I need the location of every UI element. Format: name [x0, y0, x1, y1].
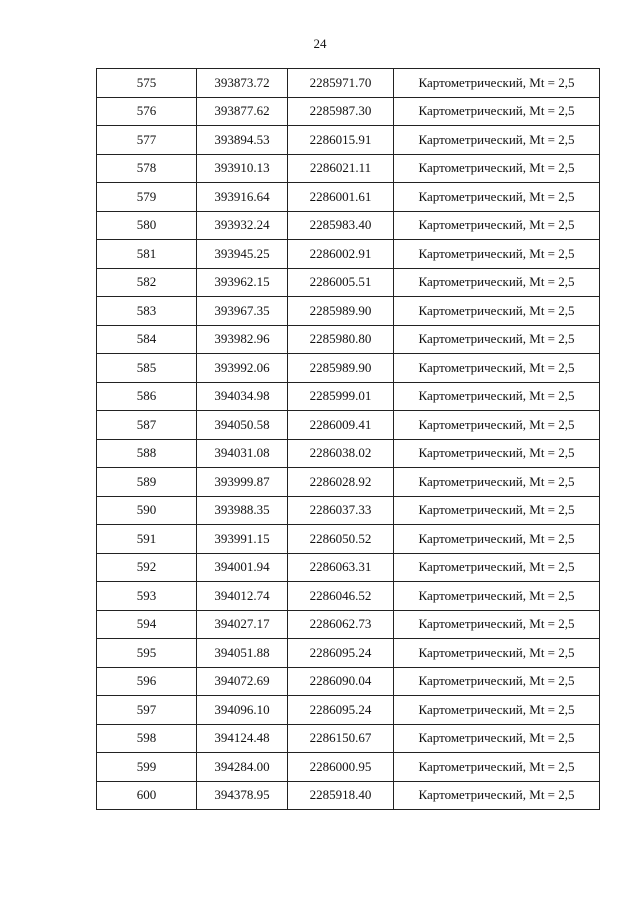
y-coordinate-cell: 2286150.67	[288, 724, 394, 753]
point-number-cell: 588	[97, 439, 197, 468]
x-coordinate-cell: 393894.53	[197, 126, 288, 155]
table-row	[97, 211, 600, 240]
x-coordinate-cell: 394001.94	[197, 553, 288, 582]
x-coordinate-cell: 393992.06	[197, 354, 288, 383]
table-row	[97, 154, 600, 183]
y-coordinate-cell: 2286005.51	[288, 268, 394, 297]
y-coordinate-cell: 2286050.52	[288, 525, 394, 554]
point-number-cell: 582	[97, 268, 197, 297]
method-cell: Картометрический, Mt = 2,5	[394, 610, 600, 639]
table-row	[97, 411, 600, 440]
x-coordinate-cell: 394034.98	[197, 382, 288, 411]
y-coordinate-cell: 2286021.11	[288, 154, 394, 183]
table-row	[97, 240, 600, 269]
y-coordinate-cell: 2285980.80	[288, 325, 394, 354]
point-number-cell: 594	[97, 610, 197, 639]
point-number-cell: 596	[97, 667, 197, 696]
point-number-cell: 599	[97, 753, 197, 782]
x-coordinate-cell: 393967.35	[197, 297, 288, 326]
table-row	[97, 97, 600, 126]
method-cell: Картометрический, Mt = 2,5	[394, 724, 600, 753]
table-row	[97, 753, 600, 782]
y-coordinate-cell: 2286002.91	[288, 240, 394, 269]
y-coordinate-cell: 2286001.61	[288, 183, 394, 212]
point-number-cell: 580	[97, 211, 197, 240]
table-row	[97, 610, 600, 639]
point-number-cell: 579	[97, 183, 197, 212]
y-coordinate-cell: 2286095.24	[288, 639, 394, 668]
x-coordinate-cell: 394027.17	[197, 610, 288, 639]
x-coordinate-cell: 393910.13	[197, 154, 288, 183]
x-coordinate-cell: 393945.25	[197, 240, 288, 269]
table-row	[97, 639, 600, 668]
x-coordinate-cell: 394378.95	[197, 781, 288, 810]
point-number-cell: 586	[97, 382, 197, 411]
y-coordinate-cell: 2286090.04	[288, 667, 394, 696]
method-cell: Картометрический, Mt = 2,5	[394, 240, 600, 269]
y-coordinate-cell: 2285987.30	[288, 97, 394, 126]
point-number-cell: 581	[97, 240, 197, 269]
y-coordinate-cell: 2286095.24	[288, 696, 394, 725]
y-coordinate-cell: 2286000.95	[288, 753, 394, 782]
x-coordinate-cell: 394012.74	[197, 582, 288, 611]
method-cell: Картометрический, Mt = 2,5	[394, 411, 600, 440]
method-cell: Картометрический, Mt = 2,5	[394, 781, 600, 810]
method-cell: Картометрический, Mt = 2,5	[394, 553, 600, 582]
x-coordinate-cell: 393877.62	[197, 97, 288, 126]
table-row	[97, 525, 600, 554]
point-number-cell: 575	[97, 69, 197, 98]
method-cell: Картометрический, Mt = 2,5	[394, 211, 600, 240]
x-coordinate-cell: 393962.15	[197, 268, 288, 297]
y-coordinate-cell: 2285983.40	[288, 211, 394, 240]
point-number-cell: 598	[97, 724, 197, 753]
point-number-cell: 576	[97, 97, 197, 126]
x-coordinate-cell: 393988.35	[197, 496, 288, 525]
method-cell: Картометрический, Mt = 2,5	[394, 354, 600, 383]
x-coordinate-cell: 393932.24	[197, 211, 288, 240]
y-coordinate-cell: 2285918.40	[288, 781, 394, 810]
table-row	[97, 268, 600, 297]
x-coordinate-cell: 393991.15	[197, 525, 288, 554]
x-coordinate-cell: 394096.10	[197, 696, 288, 725]
y-coordinate-cell: 2286038.02	[288, 439, 394, 468]
y-coordinate-cell: 2285989.90	[288, 297, 394, 326]
y-coordinate-cell: 2285989.90	[288, 354, 394, 383]
table-row	[97, 439, 600, 468]
table-row	[97, 297, 600, 326]
method-cell: Картометрический, Mt = 2,5	[394, 183, 600, 212]
x-coordinate-cell: 394050.58	[197, 411, 288, 440]
table-row	[97, 69, 600, 98]
point-number-cell: 584	[97, 325, 197, 354]
y-coordinate-cell: 2285971.70	[288, 69, 394, 98]
table-row	[97, 781, 600, 810]
method-cell: Картометрический, Mt = 2,5	[394, 639, 600, 668]
method-cell: Картометрический, Mt = 2,5	[394, 69, 600, 98]
y-coordinate-cell: 2285999.01	[288, 382, 394, 411]
x-coordinate-cell: 393916.64	[197, 183, 288, 212]
x-coordinate-cell: 394124.48	[197, 724, 288, 753]
point-number-cell: 590	[97, 496, 197, 525]
method-cell: Картометрический, Mt = 2,5	[394, 126, 600, 155]
point-number-cell: 593	[97, 582, 197, 611]
method-cell: Картометрический, Mt = 2,5	[394, 268, 600, 297]
method-cell: Картометрический, Mt = 2,5	[394, 696, 600, 725]
method-cell: Картометрический, Mt = 2,5	[394, 297, 600, 326]
point-number-cell: 591	[97, 525, 197, 554]
x-coordinate-cell: 393999.87	[197, 468, 288, 497]
x-coordinate-cell: 394051.88	[197, 639, 288, 668]
coordinates-table	[96, 68, 600, 810]
table-row	[97, 354, 600, 383]
table-row	[97, 496, 600, 525]
y-coordinate-cell: 2286015.91	[288, 126, 394, 155]
point-number-cell: 600	[97, 781, 197, 810]
point-number-cell: 592	[97, 553, 197, 582]
table-row	[97, 582, 600, 611]
point-number-cell: 597	[97, 696, 197, 725]
x-coordinate-cell: 394284.00	[197, 753, 288, 782]
x-coordinate-cell: 393873.72	[197, 69, 288, 98]
table-row	[97, 724, 600, 753]
method-cell: Картометрический, Mt = 2,5	[394, 325, 600, 354]
point-number-cell: 587	[97, 411, 197, 440]
x-coordinate-cell: 393982.96	[197, 325, 288, 354]
x-coordinate-cell: 394031.08	[197, 439, 288, 468]
table-row	[97, 126, 600, 155]
method-cell: Картометрический, Mt = 2,5	[394, 439, 600, 468]
method-cell: Картометрический, Mt = 2,5	[394, 525, 600, 554]
method-cell: Картометрический, Mt = 2,5	[394, 667, 600, 696]
point-number-cell: 577	[97, 126, 197, 155]
table-row	[97, 382, 600, 411]
method-cell: Картометрический, Mt = 2,5	[394, 496, 600, 525]
x-coordinate-cell: 394072.69	[197, 667, 288, 696]
table-row	[97, 667, 600, 696]
method-cell: Картометрический, Mt = 2,5	[394, 753, 600, 782]
page-number: 24	[313, 36, 327, 51]
y-coordinate-cell: 2286009.41	[288, 411, 394, 440]
table-row	[97, 696, 600, 725]
point-number-cell: 589	[97, 468, 197, 497]
coordinates-table-body	[97, 69, 600, 810]
method-cell: Картометрический, Mt = 2,5	[394, 154, 600, 183]
table-row	[97, 183, 600, 212]
table-row	[97, 468, 600, 497]
point-number-cell: 585	[97, 354, 197, 383]
method-cell: Картометрический, Mt = 2,5	[394, 97, 600, 126]
y-coordinate-cell: 2286028.92	[288, 468, 394, 497]
point-number-cell: 578	[97, 154, 197, 183]
table-row	[97, 553, 600, 582]
point-number-cell: 583	[97, 297, 197, 326]
y-coordinate-cell: 2286062.73	[288, 610, 394, 639]
method-cell: Картометрический, Mt = 2,5	[394, 582, 600, 611]
y-coordinate-cell: 2286037.33	[288, 496, 394, 525]
method-cell: Картометрический, Mt = 2,5	[394, 382, 600, 411]
y-coordinate-cell: 2286063.31	[288, 553, 394, 582]
table-row	[97, 325, 600, 354]
point-number-cell: 595	[97, 639, 197, 668]
y-coordinate-cell: 2286046.52	[288, 582, 394, 611]
method-cell: Картометрический, Mt = 2,5	[394, 468, 600, 497]
